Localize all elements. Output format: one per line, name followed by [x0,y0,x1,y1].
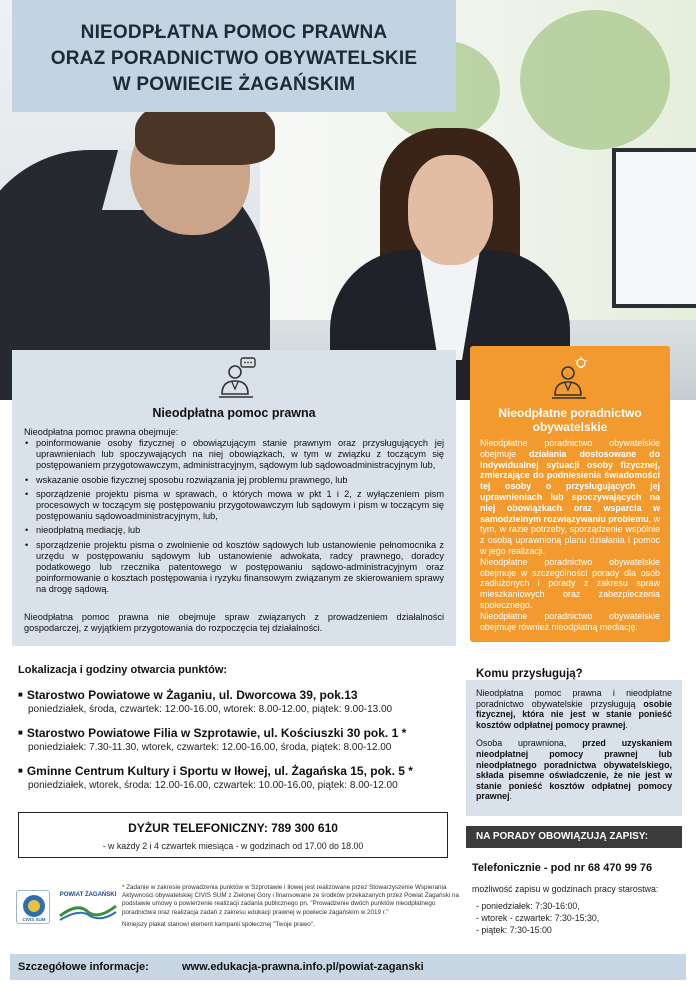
list-item: • nieodpłatną mediację, lub [24,525,444,536]
monitor [612,148,696,308]
signup-bar: NA PORADY OBOWIĄZUJĄ ZAPISY: [466,826,682,848]
powiat-zaganski-logo [58,892,118,920]
who-text-bold: osobie fizycznej, która nie jest w stanie ponieść kosztów odpłatnej pomocy prawnej [476,698,672,730]
legal-aid-intro: Nieodpłatna pomoc prawna obejmuje: [24,427,179,437]
location-item [18,764,458,791]
who-box [466,680,682,816]
info-bar [10,954,686,980]
who-paragraph [476,688,672,730]
location-hours: poniedziałek, wtorek, środa: 12.00-16.00, czwartek: 10.00-16.00, piątek: 8.00-12.00 [28,780,398,791]
legal-aid-outro: Nieodpłatna pomoc prawna nie obejmuje spraw związanych z prowadzeniem działalności gospodarczej, z wyjątkiem przygotowania do rozpoczęcia tej działalności. [24,612,444,634]
title-line: NIEODPŁATNA POMOC PRAWNA [80,22,388,43]
footnote-text: * Zadanie w zakresie prowadzenia punktów w Szprotawie i Iłowej jest realizowane przez Stowarzyszenie Wspierania Aktywności obywatelskiej CIVIS SUM z Zielonej Góry i finansowane ze środków przekazanych przez Powiat Żagański na podstawie umowy o powierzenie realizacji zadania publicznego pn. "Prowadzenie dwóch punktów nieodpłatnego poradnictwa oraz realizacja zadań z zakresu edukacji prawnej w powiecie żagańskim w 2019 r." [122,884,460,916]
civis-sum-logo [16,890,50,924]
list-item: - wtorek - czwartek: 7:30-15:30, [476,912,599,924]
location-hours: poniedziałek: 7.30-11.30, wtorek, czwartek: 12.00-16.00, środa, piątek: 8.00-12.00 [28,742,392,753]
who-text: Osoba uprawniona, [476,738,583,749]
civic-advice-panel [470,346,670,642]
civic-advice-text [480,438,660,632]
who-text-bold: przed uzyskaniem nieodpłatnej pomocy prawnej lub nieodpłatnego poradnictwa obywatelskiego, składa pisemne oświadczenie, że nie jest w stanie ponieść kosztów odpłatnej pomocy prawnej [476,738,673,802]
legal-aid-list [24,438,444,599]
who-text: . [625,719,628,730]
list-item: • wskazanie osobie fizycznej sposobu rozwiązania jej problemu prawnego, lub [24,475,444,486]
signup-hours-list [476,900,599,936]
civic-advice-heading: Nieodpłatne poradnictwo obywatelskie [498,406,642,434]
list-item: • poinformowanie osoby fizycznej o obowiązującym stanie prawnym oraz przysługujących jej uprawnieniach lub spoczywających na niej obowiązkach, w tym w związku z toczącym się postępowaniem przygotowawczym, administracyjnym, sądowym lub sądowoadministracyjnym lub, [24,438,444,472]
location-item [18,688,458,715]
civic-text-part: , w tym, w razie potrzeby, sporządzenie wspólnie z osobą uprawnioną planu działania i pomoc w jego realizacji. [480,513,661,556]
info-label: Szczegółowe informacje: [18,961,149,973]
woman-face [408,155,493,265]
footnote-campaign: Niniejszy plakat stanowi element kampanii społecznej "Twoje prawo". [122,920,315,928]
who-text: Nieodpłatna pomoc prawna i nieodpłatne poradnictwo obywatelskie przysługują [476,688,672,709]
title-box [12,0,456,112]
civic-text-part: Nieodpłatne poradnictwo obywatelskie obejmuje [480,438,660,459]
locations-title: Lokalizacja i godziny otwarcia punktów: [18,664,228,676]
footnote [122,884,464,929]
title-line: W POWIECIE ŻAGAŃSKIM [112,74,356,95]
list-item: - piątek: 7:30-15:00 [476,924,599,936]
list-item: - poniedziałek: 7:30-16:00, [476,900,599,912]
phone-duty-label: DYŻUR TELEFONICZNY: 789 300 610 [128,821,338,835]
plant-foliage [520,10,670,150]
person-speech-bubble-icon [217,356,257,400]
location-name: ■ Gminne Centrum Kultury i Sportu w Iłowej, ul. Żagańska 15, pok. 5 * [18,764,458,778]
title-line: ORAZ PORADNICTWO OBYWATELSKIE [50,48,418,69]
civic-text-p3: Nieodpłatne poradnictwo obywatelskie obejmuje również nieodpłatną mediację. [480,610,660,632]
who-title: Komu przysługują? [476,668,583,680]
signup-note: możliwość zapisu w godzinach pracy starostwa: [472,884,659,894]
legal-aid-heading: Nieodpłatna pomoc prawna [152,406,316,420]
civic-text-bold: działania dostosowane do indywidualnej sytuacji osoby fizycznej, zmierzające do podniesienia świadomości tej osoby o przysługujących jej uprawnieniach lub spoczywających na niej obowiązkach oraz wsparcia w samodzielnym rozwiązywaniu problemu [480,448,660,524]
list-item: • sporządzenie projektu pisma o zwolnienie od kosztów sądowych lub ustanowienie pełnomocnika z urzędu w postępowaniu sądowym lub ustanowienie adwokata, radcy prawnego, doradcy podatkowego lub rzecznika patentowego w postępowaniu sądowo-administracyjnym oraz poinformowanie o kosztach postępowania i ryzyku finansowym związanym ze skierowaniem sprawy na drogę sądową. [24,540,444,596]
who-paragraph [476,738,672,802]
info-url-link[interactable]: www.edukacja-prawna.info.pl/powiat-zaganski [182,961,424,973]
powiat-logo-text: POWIAT ŻAGAŃSKI [59,892,117,898]
location-name: ■ Starostwo Powiatowe w Żaganiu, ul. Dworcowa 39, pok.13 [18,688,458,702]
civic-text-p2: Nieodpłatne poradnictwo obywatelskie obejmuje w szczególności porady dla osób zadłużonych i porady z zakresu spraw mieszkaniowych oraz zabezpieczenia społecznego. [480,556,660,610]
signup-phone: Telefonicznie - pod nr 68 470 99 76 [472,862,653,874]
phone-duty-box [18,812,448,858]
civis-logo-text: CIVIS SUM [22,917,46,922]
legal-aid-panel [12,350,456,646]
phone-duty-hours: - w każdy 2 i 4 czwartek miesiąca - w godzinach od 17.00 do 18.00 [102,841,364,851]
location-item [18,726,458,753]
location-name: ■ Starostwo Powiatowe Filia w Szprotawie, ul. Kościuszki 30 pok. 1 * [18,726,458,740]
person-lightbulb-icon [550,356,590,400]
location-hours: poniedziałek, środa, czwartek: 12.00-16.00, wtorek: 8.00-12.00, piątek: 9.00-13.00 [28,704,393,715]
who-text: . [509,791,513,802]
list-item: • sporządzenie projektu pisma w sprawach, o których mowa w pkt 1 i 2, z wyłączeniem pism procesowych w toczącym się postępowaniu przygotowawczym lub sądowym i pism w toczącym się postępowaniu sądowoadministracyjnym, lub, [24,489,444,523]
